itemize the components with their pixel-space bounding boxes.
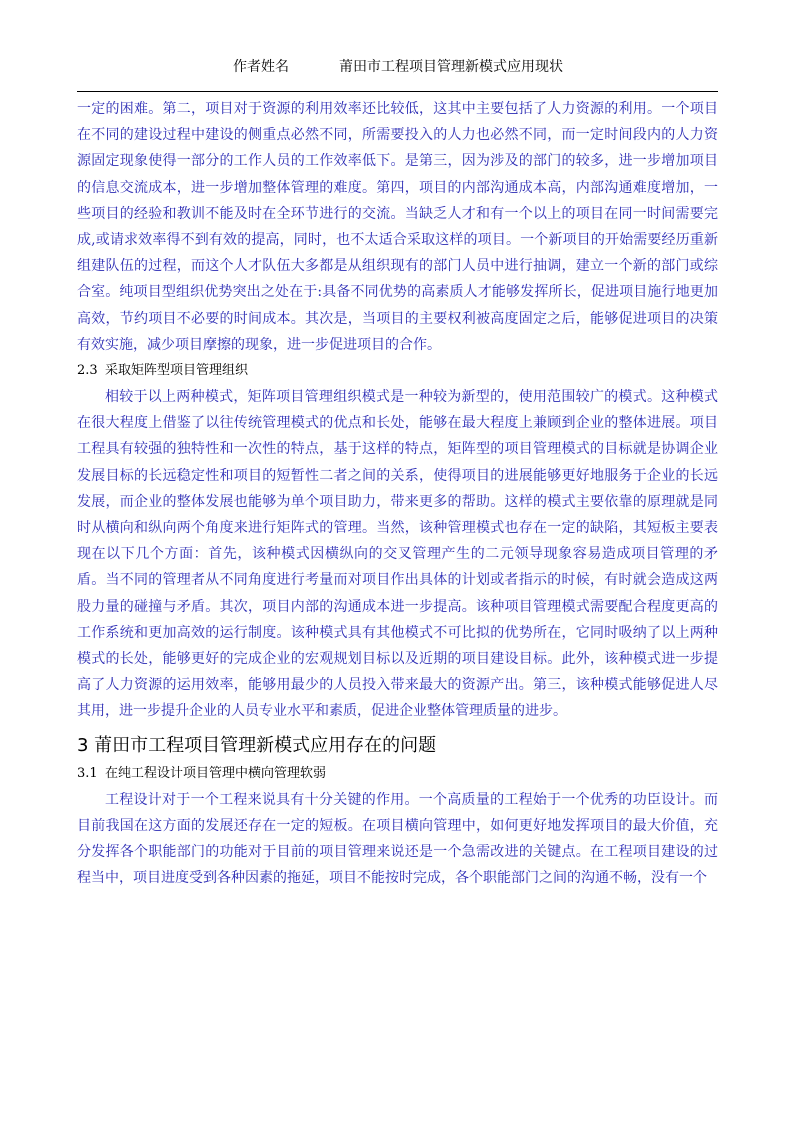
section-number: 2.3 <box>77 363 98 379</box>
section-heading-3-1 <box>77 761 718 787</box>
paragraph-continuation: 一定的困难。第二，项目对于资源的利用效率还比较低，这其中主要包括了人力资源的利用。一个项目在不同的建设过程中建设的侧重点必然不同，所需要投入的人力也必然不同，而一定时间段内的人力资源固定现象使得一部分的工作人员的工作效率低下。是第三，因为涉及的部门的较多，进一步增加项目的信息交流成本，进一步增加整体管理的难度。第四，项目的内部沟通成本高，内部沟通难度增加，一些项目的经验和教训不能及时在全环节进行的交流。当缺乏人才和有一个以上的项目在同一时间需要完成,或请求效率得不到有效的提高，同时，也不太适合采取这样的项目。一个新项目的开始需要经历重新组建队伍的过程，而这个人才队伍大多都是从组织现有的部门人员中进行抽调，建立一个新的部门或综合室。纯项目型组织优势突出之处在于:具备不同优势的高素质人才能够发挥所长，促进项目施行地更加高效，节约项目不必要的时间成本。其次是，当项目的主要权利被高度固定之后，能够促进项目的决策有效实施，减少项目摩擦的现象，进一步促进项目的合作。 <box>77 101 718 353</box>
header-divider <box>77 91 718 92</box>
page-header <box>0 54 793 80</box>
document-body <box>77 96 718 891</box>
chapter-heading-3: 3 莆田市工程项目管理新模式应用存在的问题 <box>77 734 437 756</box>
section-number: 3.1 <box>77 765 98 781</box>
paragraph-design-management: 工程设计对于一个工程来说具有十分关键的作用。一个高质量的工程始于一个优秀的功臣设计。而目前我国在这方面的发展还存在一定的短板。在项目横向管理中，如何更好地发挥项目的最大价值，充分发挥各个职能部门的功能对于目前的项目管理来说还是一个急需改进的关键点。在工程项目建设的过程当中，项目进度受到各种因素的拖延，项目不能按时完成，各个职能部门之间的沟通不畅，没有一个 <box>77 791 718 887</box>
section-title: 在纯工程设计项目管理中横向管理软弱 <box>105 765 327 781</box>
section-title: 采取矩阵型项目管理组织 <box>105 363 249 379</box>
paragraph-matrix-model: 相较于以上两种模式，矩阵项目管理组织模式是一种较为新型的，使用范围较广的模式。这种模式在很大程度上借鉴了以往传统管理模式的优点和长处，能够在最大程度上兼顾到企业的整体进展。项目工程具有较强的独特性和一次性的特点，基于这样的特点，矩阵型的项目管理模式的目标就是协调企业发展目标的长远稳定性和项目的短暂性二者之间的关系，使得项目的进展能够更好地服务于企业的长远发展，而企业的整体发展也能够为单个项目助力，带来更多的帮助。这样的模式主要依靠的原理就是同时从横向和纵向两个角度来进行矩阵式的管理。当然，该种管理模式也存在一定的缺陷，其短板主要表现在以下几个方面：首先，该种模式因横纵向的交叉管理产生的二元领导现象容易造成项目管理的矛盾。当不同的管理者从不同角度进行考量而对项目作出具体的计划或者指示的时候，有时就会造成这两股力量的碰撞与矛盾。其次，项目内部的沟通成本进一步提高。该种项目管理模式需要配合程度更高的工作系统和更加高效的运行制度。该种模式具有其他模式不可比拟的优势所在，它同时吸纳了以上两种模式的长处，能够更好的完成企业的宏观规划目标以及近期的项目建设目标。此外，该种模式进一步提高了人力资源的运用效率，能够用最少的人员投入带来最大的资源产出。第三，该种模式能够促进人尽其用，进一步提升企业的人员专业水平和素质，促进企业整体管理质量的进步。 <box>77 389 718 720</box>
section-heading-2-3 <box>77 358 718 384</box>
header-author: 作者姓名 <box>233 59 289 75</box>
header-title: 莆田市工程项目管理新模式应用现状 <box>339 59 563 75</box>
